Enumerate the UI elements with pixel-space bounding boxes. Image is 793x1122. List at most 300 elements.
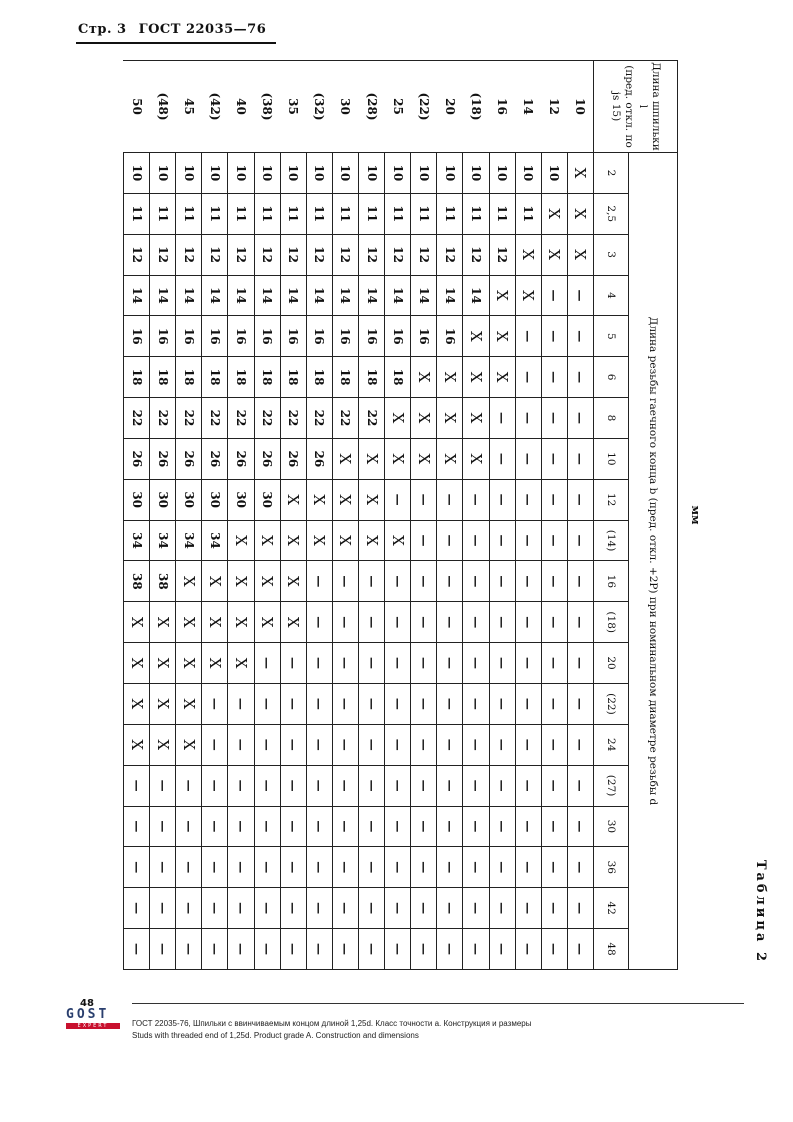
diameter-header: 8 [594,398,629,439]
diameter-header: (22) [594,683,629,724]
dash-mark: — [495,411,510,424]
value-cell [202,398,228,439]
thread-length-value: 12 [442,246,457,263]
cross-cell [463,438,489,479]
dash-cell [202,724,228,765]
dash-cell [385,643,411,684]
cross-mark: X [388,412,407,424]
dash-cell [359,847,385,888]
cross-mark: X [258,616,277,628]
thread-length-value: 18 [207,368,222,386]
value-cell [202,438,228,479]
thread-length-value: 14 [286,287,301,304]
dash-cell [515,357,541,398]
thread-length-value: 18 [390,368,405,386]
dash-mark: — [234,902,249,915]
value-cell [280,316,306,357]
thread-length-value: 22 [129,409,144,427]
cross-mark: X [258,576,277,587]
cross-mark: X [440,371,459,383]
dash-cell [541,683,567,724]
cross-cell [332,438,358,479]
dash-mark: — [416,779,431,792]
dash-mark: — [521,534,536,547]
dash-mark: — [286,697,301,710]
dash-cell [541,602,567,643]
thread-length-value: 22 [364,409,379,427]
dash-mark: — [234,820,249,833]
value-cell [124,357,150,398]
cross-cell [254,602,280,643]
table-row [463,61,489,970]
table-row [150,61,176,970]
value-cell [280,357,306,398]
dash-cell [385,602,411,643]
thread-length-value: 22 [155,409,170,427]
dash-mark: — [338,902,353,915]
dash-mark: — [521,330,536,343]
dash-cell [489,724,515,765]
thread-length-value: 12 [338,246,353,263]
dash-cell [124,847,150,888]
dash-mark: — [573,575,588,588]
value-cell [176,520,202,561]
dash-mark: — [260,820,275,833]
dash-mark: — [469,534,484,547]
dash-mark: — [312,697,327,710]
thread-length-value: 12 [260,246,275,263]
dash-mark: — [547,575,562,588]
diameter-header: 20 [594,643,629,684]
dash-cell [515,398,541,439]
value-cell [385,153,411,194]
dash-mark: — [207,943,222,956]
dash-cell [359,643,385,684]
cross-mark: X [519,290,538,301]
dash-cell [359,724,385,765]
cross-mark: X [414,371,433,383]
stud-length-cell: (22) [411,61,437,153]
thread-length-value: 18 [338,368,353,386]
cross-cell [228,561,254,602]
thread-length-value: 30 [234,491,249,509]
value-cell [489,234,515,275]
table-row [254,61,280,970]
thread-length-value: 11 [207,205,222,223]
cross-mark: X [545,208,564,220]
stud-length-cell: (32) [306,61,332,153]
stud-length-cell: 20 [437,61,463,153]
table-row [515,61,541,970]
dash-cell [515,683,541,724]
thread-length-value: 14 [207,287,222,304]
footer-line-ru: ГОСТ 22035-76, Шпильки с ввинчиваемым концом длиной 1,25d. Класс точности а. Конструкция и размеры [132,1019,532,1028]
dash-mark: — [547,371,562,384]
cross-cell [228,643,254,684]
value-cell [306,316,332,357]
dash-mark: — [155,820,170,833]
value-cell [254,438,280,479]
dash-cell [411,806,437,847]
dash-cell [176,929,202,970]
dash-mark: — [495,779,510,792]
dash-mark: — [416,861,431,874]
thread-length-value: 26 [181,450,196,468]
stud-length-cell: 10 [567,61,593,153]
dash-mark: — [547,289,562,302]
value-cell [202,357,228,398]
cross-cell [463,316,489,357]
dash-cell [411,683,437,724]
dash-cell [489,765,515,806]
dash-mark: — [442,697,457,710]
cross-cell [202,643,228,684]
dash-mark: — [547,411,562,424]
dash-cell [463,847,489,888]
value-cell [202,234,228,275]
dash-mark: — [495,697,510,710]
cross-mark: X [545,249,564,260]
thread-length-value: 18 [155,368,170,386]
cross-cell [541,193,567,234]
dash-mark: — [442,616,457,629]
dash-cell [332,847,358,888]
cross-cell [124,602,150,643]
cross-cell [228,520,254,561]
value-cell [332,275,358,316]
length-header-line1: Длина шпильки l [636,62,662,151]
cross-mark: X [336,494,355,506]
value-cell [359,234,385,275]
cross-cell [541,234,567,275]
value-cell [306,275,332,316]
dash-cell [489,479,515,520]
dash-mark: — [207,902,222,915]
value-cell [515,193,541,234]
dash-mark: — [547,493,562,506]
dash-cell [385,888,411,929]
dash-cell [254,765,280,806]
dash-mark: — [234,738,249,751]
dash-cell [359,765,385,806]
dash-cell [541,398,567,439]
dash-mark: — [547,820,562,833]
dash-cell [306,643,332,684]
dash-mark: — [442,820,457,833]
dash-mark: — [364,861,379,874]
dash-cell [541,438,567,479]
dash-cell [437,643,463,684]
value-cell [463,234,489,275]
table-row [332,61,358,970]
thread-length-value: 14 [129,287,144,304]
footer-line-en: Studs with threaded end of 1,25d. Product grade A. Construction and dimensions [132,1031,419,1040]
cross-mark: X [467,330,486,342]
value-cell [176,153,202,194]
thread-length-value: 10 [338,164,353,182]
cross-mark: X [336,535,355,546]
thread-length-value: 34 [207,532,222,549]
value-cell [254,275,280,316]
dash-mark: — [207,697,222,710]
value-cell [411,275,437,316]
dash-mark: — [390,575,405,588]
dash-mark: — [129,902,144,915]
dash-mark: — [312,616,327,629]
dash-mark: — [390,697,405,710]
cross-cell [437,438,463,479]
cross-cell [176,724,202,765]
cross-cell [176,602,202,643]
cross-mark: X [310,535,329,546]
value-cell [280,153,306,194]
dash-cell [515,561,541,602]
value-cell [202,153,228,194]
value-cell [150,193,176,234]
thread-length-value: 11 [364,205,379,223]
stud-length-cell: (48) [150,61,176,153]
cross-mark: X [440,453,459,465]
dash-mark: — [547,330,562,343]
cross-cell [176,683,202,724]
dash-mark: — [390,493,405,506]
cross-mark: X [571,167,590,179]
value-cell [411,316,437,357]
cross-cell [515,275,541,316]
value-cell [176,398,202,439]
dash-mark: — [547,616,562,629]
dash-cell [567,561,593,602]
dash-cell [463,806,489,847]
cross-mark: X [284,535,303,546]
dash-mark: — [521,452,536,465]
dash-mark: — [312,575,327,588]
dash-cell [306,806,332,847]
dash-mark: — [416,697,431,710]
table-unit: мм [689,505,702,525]
stud-length-cell: (42) [202,61,228,153]
dash-cell [280,765,306,806]
dash-mark: — [364,657,379,670]
dash-cell [541,724,567,765]
dash-mark: — [338,943,353,956]
thread-length-value: 11 [442,205,457,223]
cross-cell [202,602,228,643]
table-caption: Таблица 2 [753,859,768,964]
thread-length-value: 26 [234,450,249,468]
thread-length-value: 12 [416,246,431,263]
dash-mark: — [521,575,536,588]
page-number: 48 [80,998,94,1009]
dash-cell [437,806,463,847]
dash-cell [228,806,254,847]
dash-cell [567,724,593,765]
thread-length-value: 11 [260,205,275,223]
dash-cell [280,724,306,765]
thread-length-value: 12 [129,246,144,263]
dash-mark: — [495,657,510,670]
dash-cell [202,683,228,724]
dash-cell [254,683,280,724]
cross-cell [332,479,358,520]
thread-length-value: 26 [155,450,170,468]
thread-length-value: 11 [155,205,170,223]
thread-length-value: 11 [234,205,249,223]
value-cell [489,193,515,234]
dash-cell [463,724,489,765]
thread-length-value: 10 [207,164,222,182]
dash-cell [306,888,332,929]
thread-length-value: 14 [260,287,275,304]
thread-length-value: 12 [390,246,405,263]
dash-mark: — [521,779,536,792]
dash-cell [280,806,306,847]
gost-expert-logo [66,998,120,1029]
thread-length-value: 18 [260,368,275,386]
diameter-header-row [594,61,629,970]
cross-cell [567,153,593,194]
cross-mark: X [571,249,590,260]
dash-cell [489,643,515,684]
dash-mark: — [286,738,301,751]
dash-cell [463,561,489,602]
dash-cell [515,929,541,970]
value-cell [124,398,150,439]
thread-length-value: 11 [521,205,536,223]
footer-rule [132,1003,744,1004]
diameter-header: 42 [594,888,629,929]
dash-mark: — [521,371,536,384]
dash-mark: — [442,575,457,588]
dash-cell [332,561,358,602]
dash-mark: — [364,616,379,629]
dash-cell [150,847,176,888]
thread-length-value: 10 [286,164,301,182]
thread-length-value: 16 [129,327,144,345]
cross-mark: X [467,412,486,424]
cross-cell [332,520,358,561]
dash-cell [385,765,411,806]
value-cell [254,479,280,520]
value-cell [228,193,254,234]
dash-cell [150,929,176,970]
thread-length-value: 10 [547,164,562,182]
value-cell [385,234,411,275]
value-cell [254,234,280,275]
value-cell [124,275,150,316]
dash-cell [489,683,515,724]
thread-length-value: 18 [312,368,327,386]
dash-cell [437,724,463,765]
cross-mark: X [179,616,198,628]
cross-mark: X [414,453,433,465]
dash-cell [567,765,593,806]
thread-length-value: 22 [312,409,327,427]
dash-cell [567,888,593,929]
dash-mark: — [390,820,405,833]
table-row [280,61,306,970]
dash-mark: — [416,657,431,670]
dash-cell [515,316,541,357]
dash-cell [541,357,567,398]
dash-cell [176,765,202,806]
dash-mark: — [495,616,510,629]
cross-cell [385,438,411,479]
dash-cell [202,765,228,806]
dash-cell [567,602,593,643]
dash-mark: — [155,943,170,956]
cross-mark: X [362,494,381,506]
dash-mark: — [469,902,484,915]
cross-cell [489,316,515,357]
thread-length-value: 10 [469,164,484,182]
dash-mark: — [442,861,457,874]
cross-mark: X [362,453,381,465]
dash-cell [202,888,228,929]
thread-length-value: 34 [181,532,196,549]
dash-cell [385,806,411,847]
thread-length-value: 16 [416,327,431,345]
dash-cell [411,643,437,684]
dash-mark: — [338,861,353,874]
dash-mark: — [495,534,510,547]
dash-mark: — [573,616,588,629]
dash-cell [411,888,437,929]
diameter-header: 2,5 [594,193,629,234]
value-cell [411,153,437,194]
dash-mark: — [521,411,536,424]
logo-subtext: EXPERT [66,1023,120,1029]
thread-length-value: 16 [181,327,196,345]
dash-cell [515,602,541,643]
thread-length-value: 34 [129,532,144,549]
dash-mark: — [442,902,457,915]
dash-cell [176,806,202,847]
cross-mark: X [493,330,512,342]
dash-cell [332,765,358,806]
cross-mark: X [493,290,512,301]
dash-cell [463,479,489,520]
rotated-table-sheet [120,60,768,970]
value-cell [463,275,489,316]
value-cell [150,438,176,479]
cross-cell [124,643,150,684]
cross-mark: X [179,576,198,587]
thread-length-value: 10 [312,164,327,182]
thread-length-value: 12 [234,246,249,263]
thread-length-value: 10 [155,164,170,182]
dash-mark: — [573,371,588,384]
thread-length-value: 14 [312,287,327,304]
value-cell [202,479,228,520]
thread-length-value: 18 [181,368,196,386]
dash-cell [411,520,437,561]
cross-mark: X [153,739,172,751]
value-cell [176,479,202,520]
dash-cell [437,561,463,602]
value-cell [150,234,176,275]
dash-mark: — [573,452,588,465]
dash-mark: — [312,820,327,833]
dash-mark: — [390,616,405,629]
dash-mark: — [469,779,484,792]
dash-mark: — [442,493,457,506]
value-cell [280,438,306,479]
value-cell [124,234,150,275]
dash-cell [489,561,515,602]
dash-mark: — [129,943,144,956]
dash-mark: — [521,738,536,751]
